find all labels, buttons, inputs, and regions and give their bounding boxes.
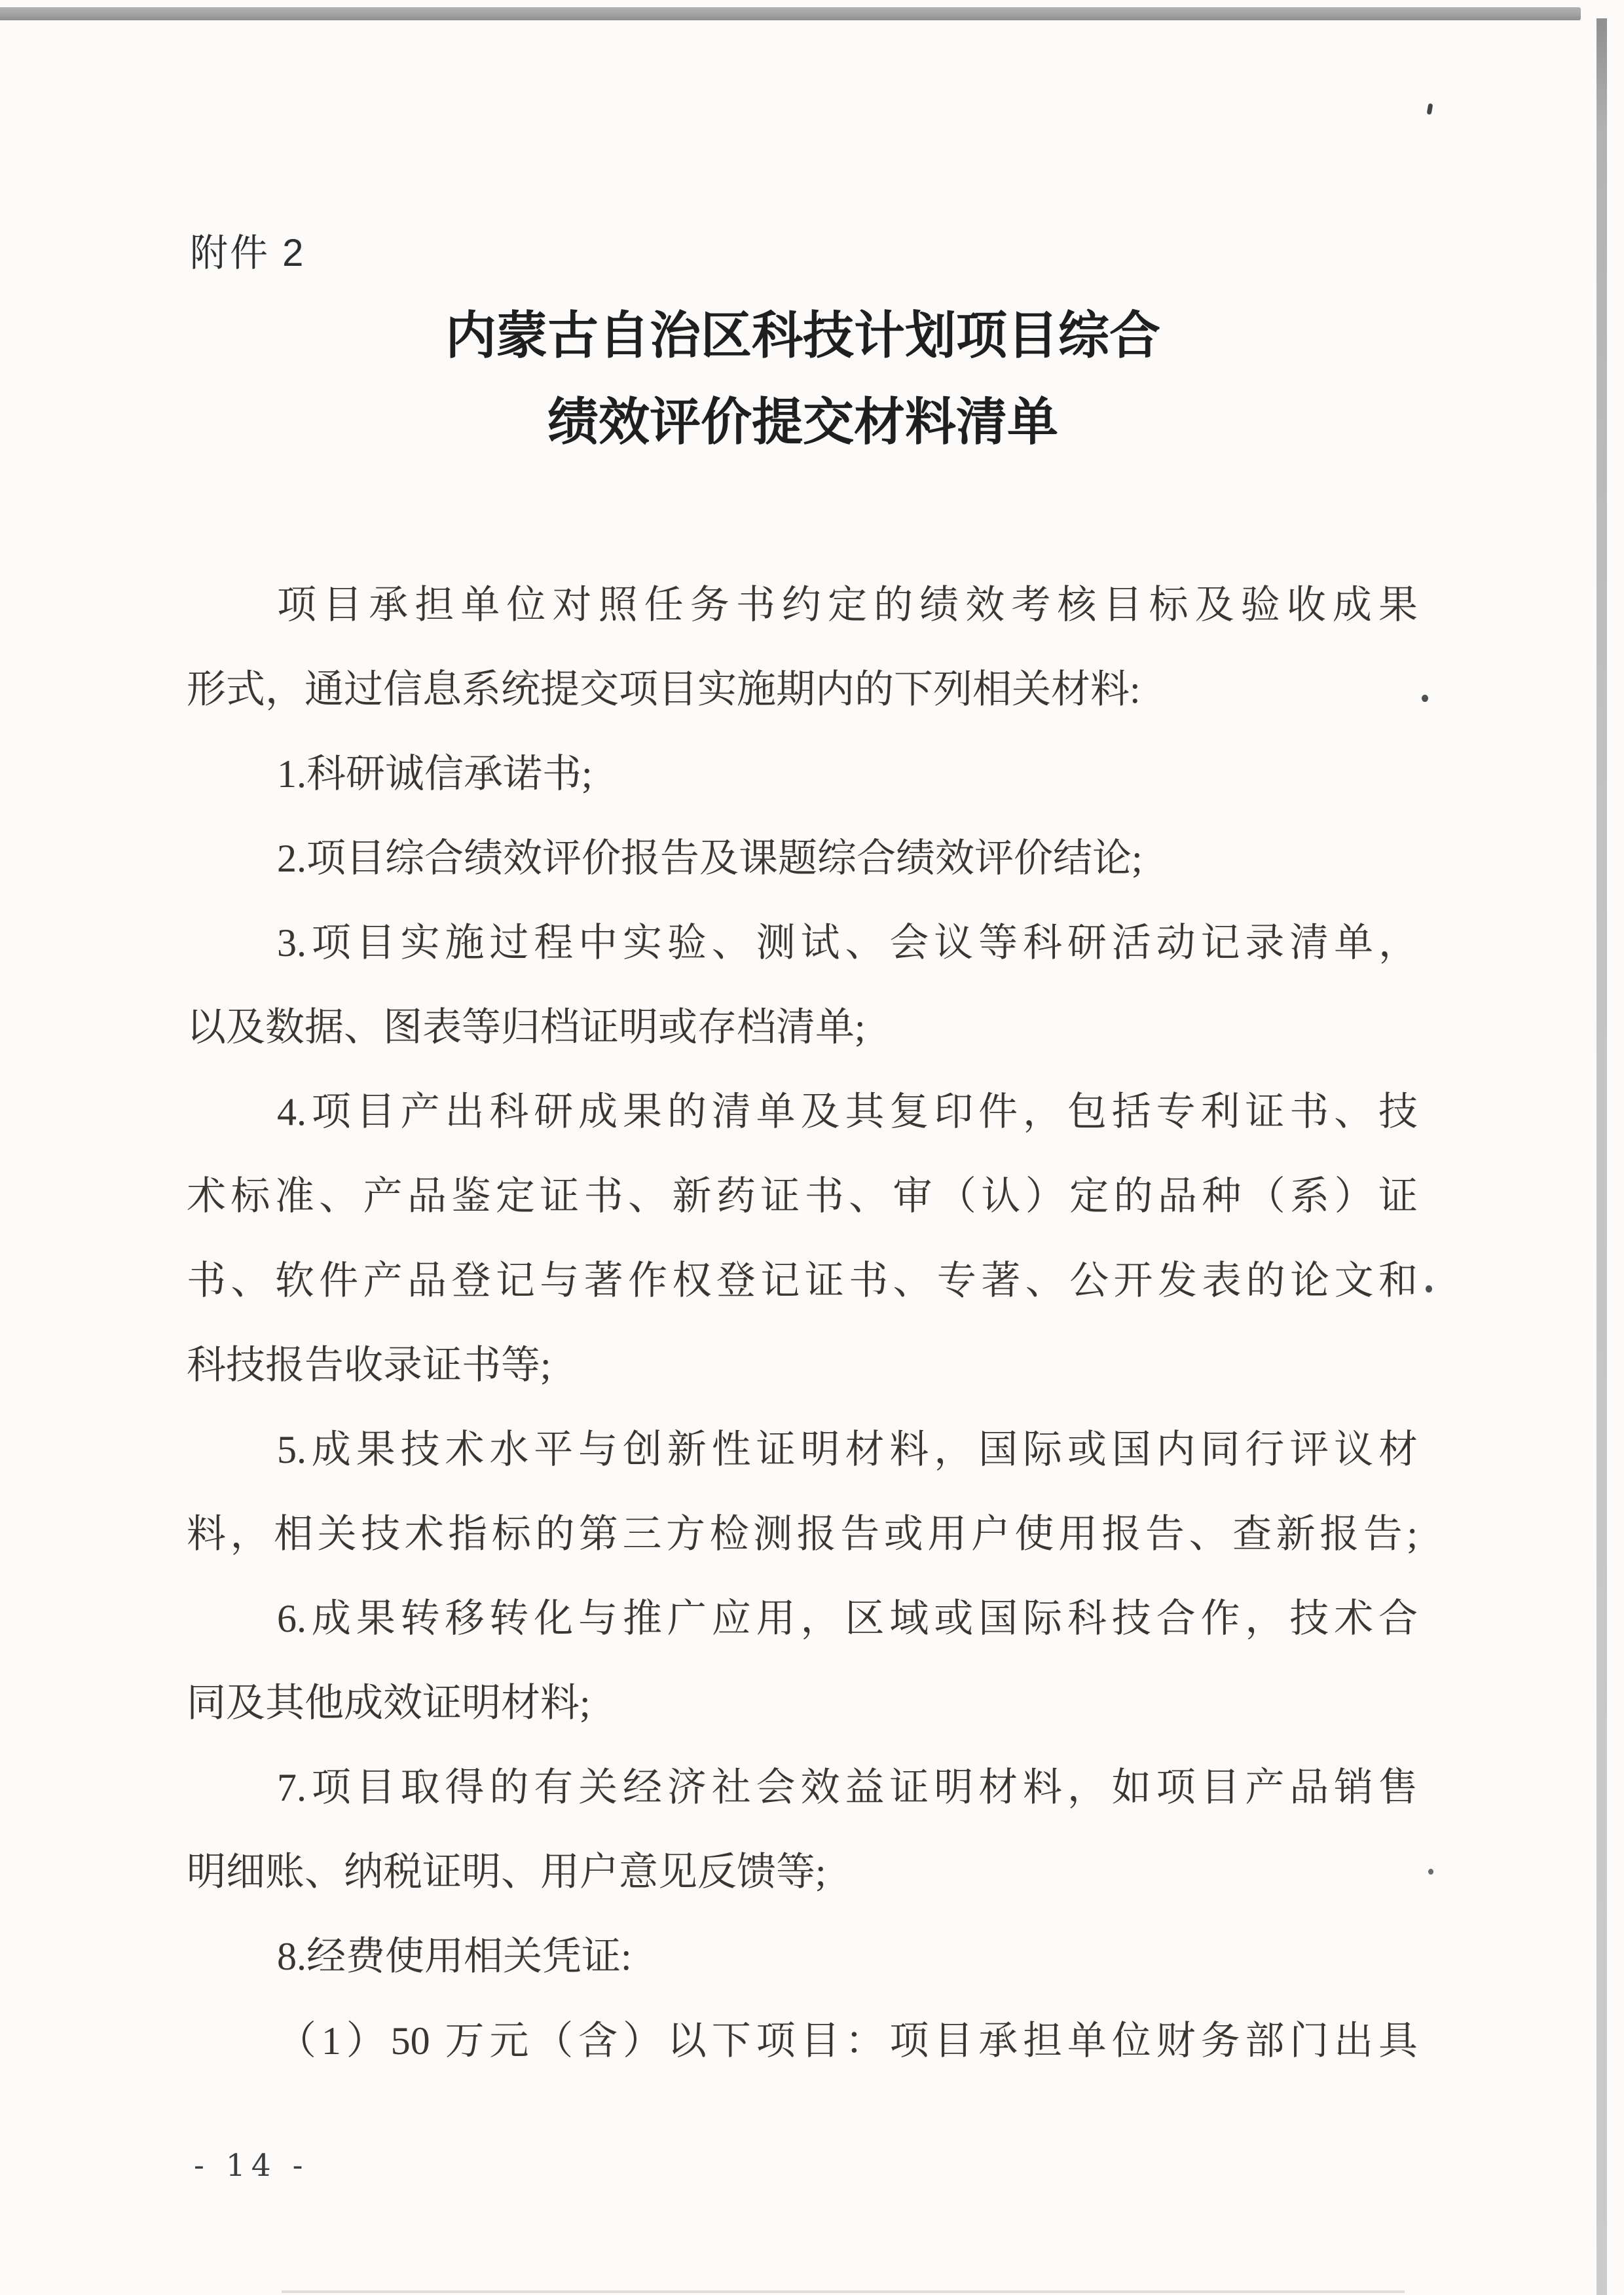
scan-bottom-edge-artifact — [282, 2290, 1405, 2293]
body-line: 明细账、纳税证明、用户意见反馈等; — [187, 1850, 826, 1894]
document-body — [187, 563, 1418, 2084]
scan-top-edge-artifact — [0, 7, 1581, 20]
ink-speck — [1422, 695, 1428, 702]
body-line: 1.科研诚信承诺书; — [277, 752, 593, 796]
body-line: 科技报告收录证书等; — [187, 1344, 551, 1387]
body-line: 8.经费使用相关凭证: — [277, 1935, 632, 1978]
body-line: 6.成果转移转化与推广应用，区域或国际科技合作，技术合 — [277, 1597, 1418, 1640]
page-number: - 14 - — [194, 2148, 309, 2184]
body-line: 术标准、产品鉴定证书、新药证书、审（认）定的品种（系）证 — [187, 1175, 1418, 1218]
body-line: 项目承担单位对照任务书约定的绩效考核目标及验收成果 — [277, 583, 1418, 627]
ink-speck — [1426, 1285, 1432, 1293]
body-line: 7.项目取得的有关经济社会效益证明材料，如项目产品销售 — [277, 1766, 1418, 1809]
body-line: 以及数据、图表等归档证明或存档清单; — [187, 1006, 866, 1049]
body-line: 2.项目综合绩效评价报告及课题综合绩效评价结论; — [277, 837, 1143, 880]
ink-speck — [1427, 103, 1433, 115]
body-line: 3.项目实施过程中实验、测试、会议等科研活动记录清单， — [277, 921, 1418, 964]
body-line: 书、软件产品登记与著作权登记证书、专著、公开发表的论文和 — [187, 1259, 1418, 1302]
document-title — [0, 292, 1615, 465]
body-line: 4.项目产出科研成果的清单及其复印件，包括专利证书、技 — [277, 1090, 1418, 1133]
body-line: （1）50 万元（含）以下项目：项目承担单位财务部门出具 — [277, 2019, 1418, 2063]
body-line: 料，相关技术指标的第三方检测报告或用户使用报告、查新报告; — [187, 1513, 1418, 1556]
ink-speck — [1428, 1869, 1433, 1875]
title-line-2: 绩效评价提交材料清单 — [547, 393, 1058, 450]
title-line-1: 内蒙古自治区科技计划项目综合 — [445, 306, 1160, 364]
attachment-label: 附件 2 — [190, 232, 306, 274]
body-line: 同及其他成效证明材料; — [187, 1681, 591, 1725]
body-line: 5.成果技术水平与创新性证明材料，国际或国内同行评议材 — [277, 1428, 1418, 1471]
body-line: 形式，通过信息系统提交项目实施期内的下列相关材料: — [187, 668, 1141, 711]
